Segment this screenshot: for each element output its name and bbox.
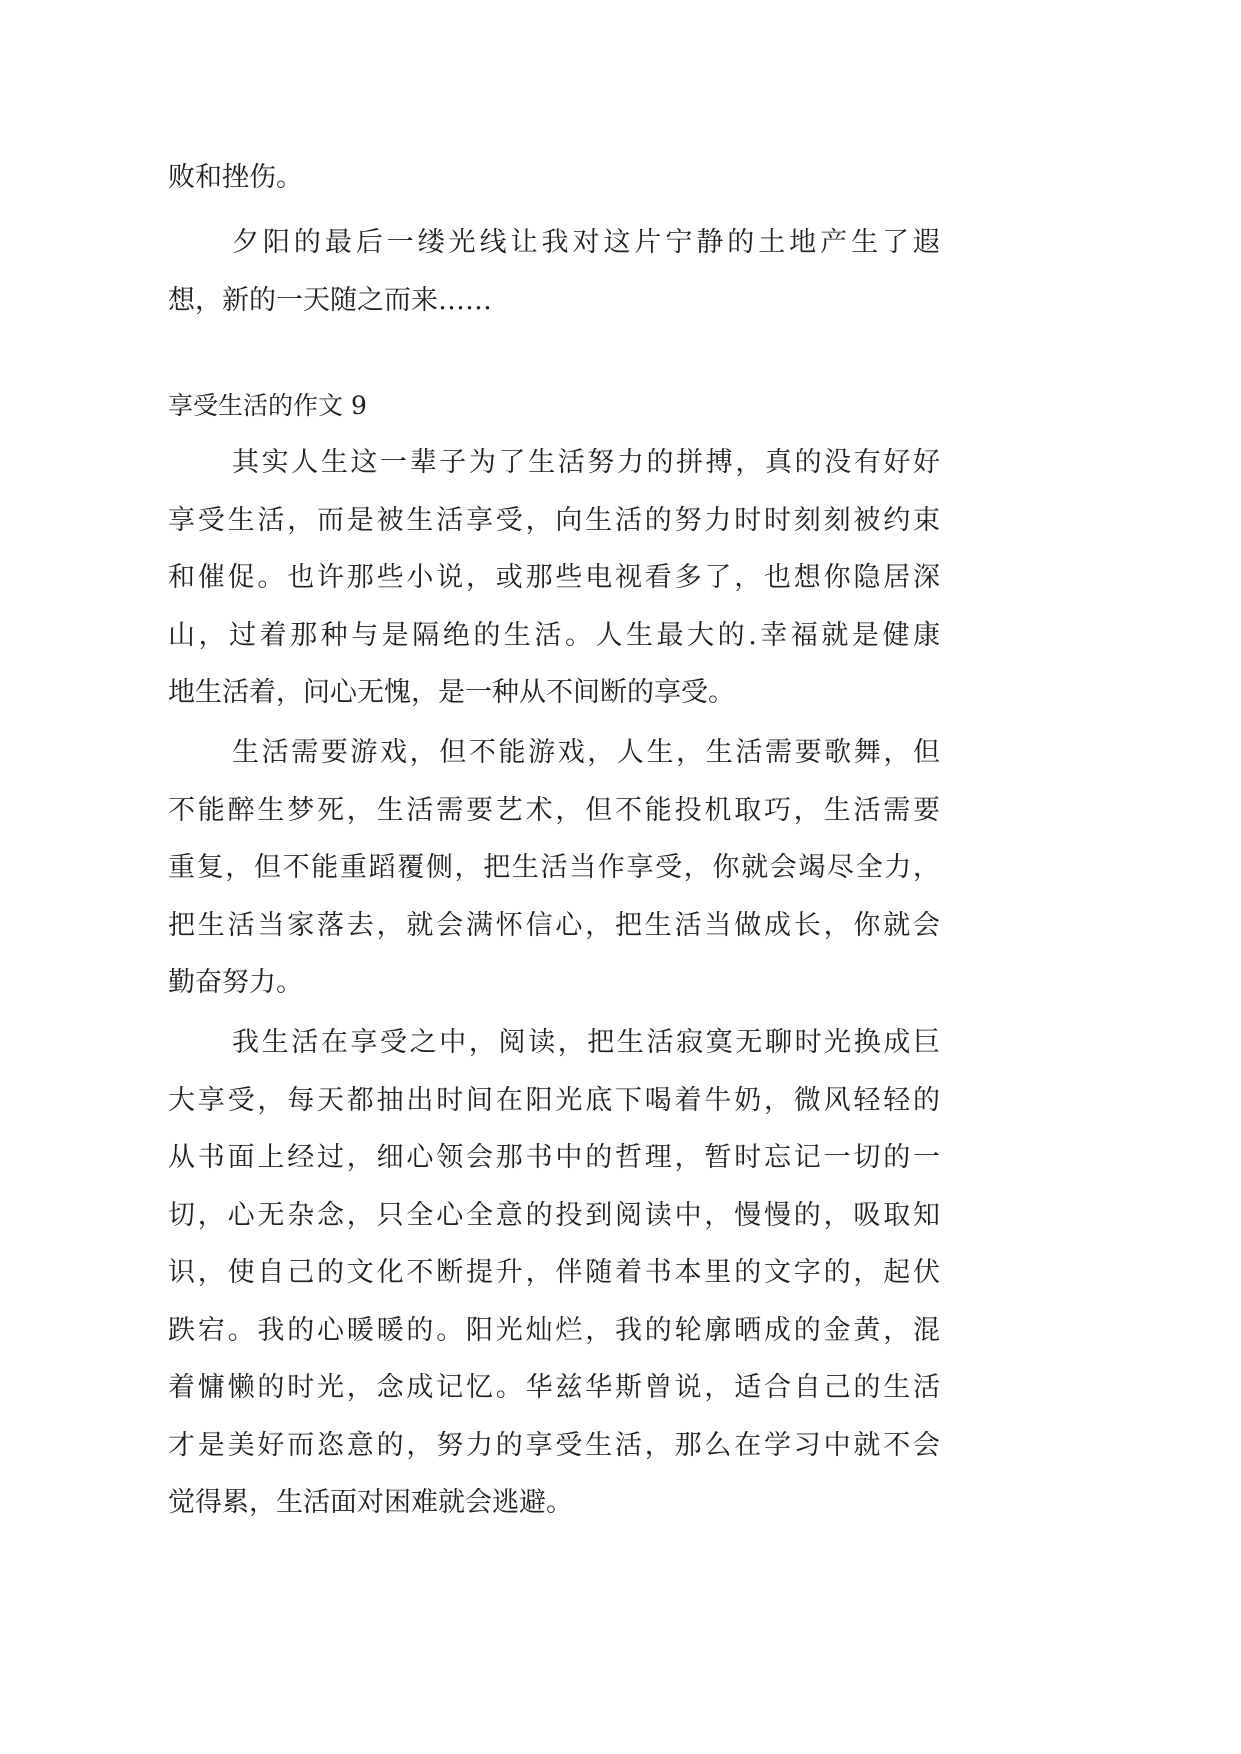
text-line: 切，心无杂念，只全心全意的投到阅读中，慢慢的，吸取知 [168, 1199, 940, 1231]
paragraph-sunset [168, 214, 940, 329]
text-line: 识，使自己的文化不断提升，伴随着书本里的文字的，起伏 [168, 1257, 940, 1288]
text-line: 重复，但不能重蹈覆侧，把生活当作享受，你就会竭尽全力， [168, 852, 940, 883]
text-line: 享受生活，而是被生活享受，向生活的努力时时刻刻被约束 [168, 504, 940, 536]
text-line: 夕阳的最后一缕光线让我对这片宁静的土地产生了遐 [232, 227, 940, 258]
section-heading: 享受生活的作文 9 [168, 390, 367, 420]
document-page [168, 149, 940, 1532]
text-line: 败和挫伤。 [168, 162, 303, 193]
paragraph-life-effort [168, 434, 940, 722]
paragraph-life-needs [168, 724, 940, 1012]
text-line: 不能醉生梦死，生活需要艺术，但不能投机取巧，生活需要 [168, 794, 940, 826]
text-line: 想，新的一天随之而来…… [168, 284, 492, 316]
paragraph-continuation [168, 149, 940, 207]
text-line: 我生活在享受之中，阅读，把生活寂寞无聊时光换成巨 [232, 1027, 940, 1058]
text-line: 把生活当家落去，就会满怀信心，把生活当做成长，你就会 [168, 909, 940, 941]
text-line: 山，过着那种与是隔绝的生活。人生最大的.幸福就是健康 [168, 619, 940, 651]
text-line: 其实人生这一辈子为了生活努力的拼搏，真的没有好好 [232, 447, 940, 478]
text-line: 大享受，每天都抽出时间在阳光底下喝着牛奶，微风轻轻的 [168, 1084, 940, 1116]
text-line: 觉得累，生活面对困难就会逃避。 [168, 1487, 573, 1518]
text-line: 和催促。也许那些小说，或那些电视看多了，也想你隐居深 [168, 562, 940, 593]
text-line: 生活需要游戏，但不能游戏，人生，生活需要歌舞，但 [232, 737, 940, 768]
text-line: 跌宕。我的心暖暖的。阳光灿烂，我的轮廓晒成的金黄，混 [168, 1314, 940, 1346]
paragraph-reading [168, 1014, 940, 1532]
text-line: 着慵懒的时光，念成记忆。华兹华斯曾说，适合自己的生活 [168, 1372, 940, 1403]
text-line: 从书面上经过，细心领会那书中的哲理，暂时忘记一切的一 [168, 1142, 940, 1173]
text-line: 才是美好而恣意的，努力的享受生活，那么在学习中就不会 [168, 1429, 940, 1461]
text-line: 地生活着，问心无愧，是一种从不间断的享受。 [168, 677, 735, 708]
text-line: 勤奋努力。 [168, 967, 303, 998]
